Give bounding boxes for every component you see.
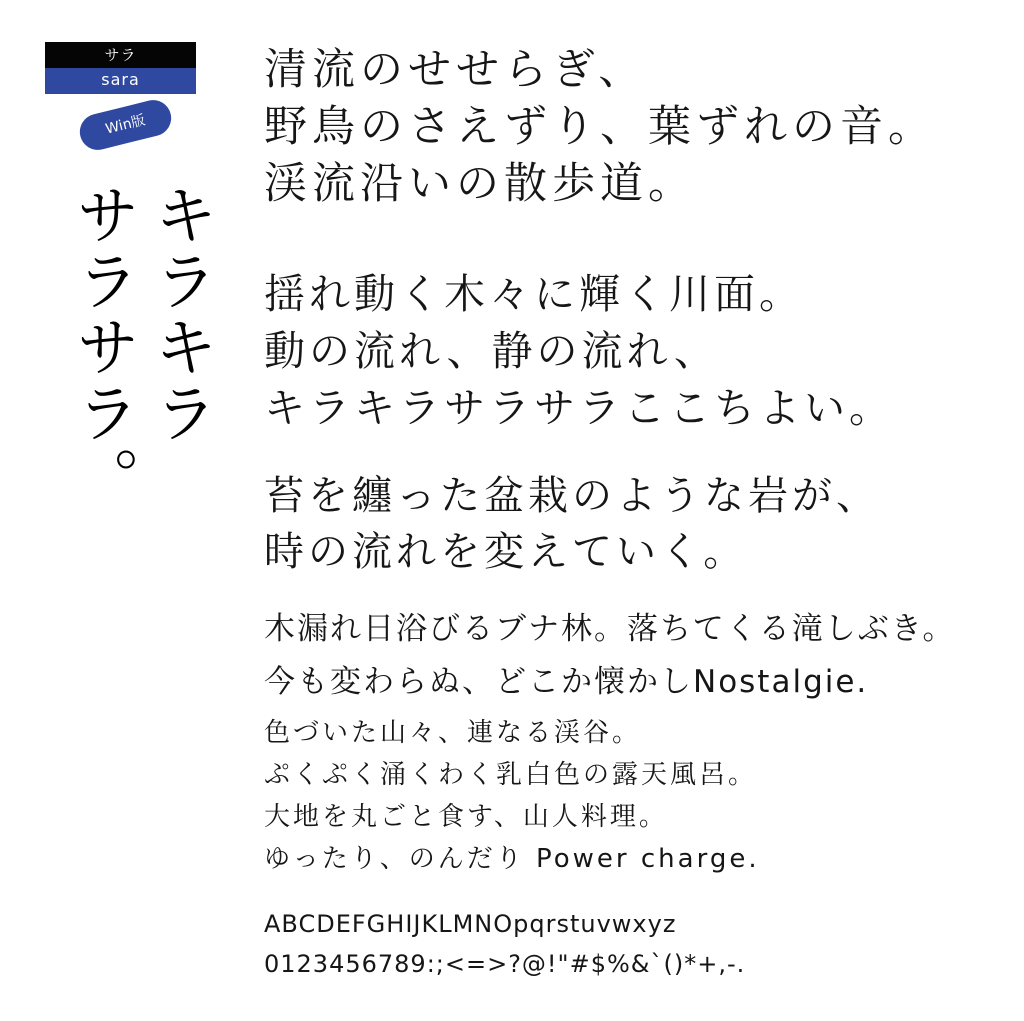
sample-block-2 (264, 266, 894, 437)
vertical-title-sara: サラサラ。 (65, 182, 139, 512)
sample-line: 大地を丸ごと食す、山人料理。 (264, 802, 668, 832)
sample-line: 野鳥のさえずり、葉ずれの音。 (264, 102, 936, 152)
sample-block-3 (264, 468, 880, 580)
font-roman-label: sara (45, 68, 196, 94)
sample-block-1 (264, 42, 936, 213)
font-name-label: サラ (45, 42, 196, 68)
sample-line: 木漏れ日浴びるブナ林。落ちてくる滝しぶき。 (264, 611, 956, 647)
glyph-line-letters: ABCDEFGHIJKLMNOpqrstuvwxyz (264, 910, 677, 938)
sample-block-4 (264, 603, 955, 709)
sample-line: 色づいた山々、連なる渓谷。 (264, 718, 642, 748)
sample-line: ぷくぷく涌くわく乳白色の露天風呂。 (264, 760, 758, 790)
vertical-title-kira: キラキラ (143, 182, 217, 446)
sample-line: 苔を纏った盆栽のような岩が、 (264, 473, 880, 519)
sample-line: 揺れ動く木々に輝く川面。 (264, 270, 804, 318)
glyph-line-symbols: 0123456789:;<=>?@!"#$%&`()*+,-. (264, 950, 746, 978)
sample-line: キラキラサラサラここちよい。 (264, 384, 894, 432)
sample-line: ゆったり、のんだり Power charge. (264, 844, 760, 874)
sample-line: 今も変わらぬ、どこか懐かしNostalgie. (264, 664, 869, 700)
glyph-sample-block (264, 904, 745, 984)
sample-line: 清流のせせらぎ、 (264, 45, 647, 95)
platform-badge: Win版 (76, 96, 175, 153)
sample-line: 動の流れ、静の流れ、 (264, 327, 719, 375)
sample-line: 渓流沿いの散歩道。 (264, 159, 696, 209)
sample-block-5 (264, 712, 760, 880)
sample-line: 時の流れを変えていく。 (264, 529, 748, 575)
